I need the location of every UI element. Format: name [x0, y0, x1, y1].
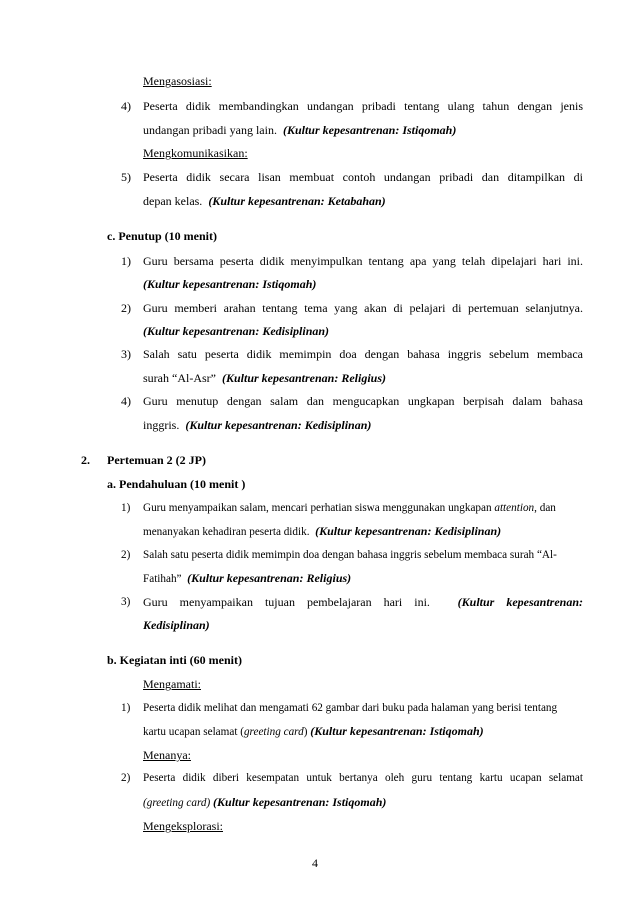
list-item-continuation: undangan pribadi yang lain. (Kultur kepesantrenan: Istiqomah) — [143, 123, 457, 137]
culture-tag: (Kultur kepesantrenan: Istiqomah) — [282, 123, 457, 137]
culture-tag: (Kultur kepesantrenan: Religius) — [187, 571, 352, 585]
label-mengkomunikasikan: Mengkomunikasikan: — [143, 146, 248, 160]
list-item: Guru menyampaikan tujuan pembelajaran hari ini. (Kultur kepesantrenan: — [143, 595, 583, 609]
culture-tag: Kedisiplinan) — [143, 618, 210, 632]
list-item: Peserta didik membandingkan undangan pribadi tentang ulang tahun dengan jenis — [143, 99, 583, 113]
list-item-continuation: menanyakan kehadiran peserta didik. (Kultur kepesantrenan: Kedisiplinan) — [143, 524, 502, 538]
culture-tag: (Kultur kepesantrenan: Istiqomah) — [310, 724, 484, 738]
culture-tag: (Kultur kepesantrenan: Kedisiplinan) — [315, 524, 502, 538]
list-item: Guru menyampaikan salam, mencari perhatian siswa menggunakan ungkapan attention, dan — [143, 502, 556, 514]
item-number: 1) — [121, 502, 131, 514]
page-number: 4 — [312, 856, 318, 870]
label-mengamati: Mengamati: — [143, 677, 201, 691]
list-item-continuation: depan kelas. (Kultur kepesantrenan: Ketabahan) — [143, 194, 386, 208]
label-mengasosiasi: Mengasosiasi: — [143, 74, 212, 88]
section-heading-kegiatan-inti: b. Kegiatan inti (60 menit) — [107, 653, 242, 667]
item-number: 4) — [121, 99, 131, 113]
list-item: Guru bersama peserta didik menyimpulkan tentang apa yang telah dipelajari hari ini. — [143, 254, 583, 268]
culture-tag: (Kultur kepesantrenan: Kedisiplinan) — [185, 418, 372, 432]
culture-tag: (Kultur kepesantrenan: Istiqomah) — [143, 277, 317, 291]
item-number: 5) — [121, 170, 131, 184]
item-number: 3) — [121, 347, 131, 361]
label-menanya: Menanya: — [143, 748, 191, 762]
label-mengeksplorasi: Mengeksplorasi: — [143, 819, 223, 833]
culture-tag: (Kultur kepesantrenan: Kedisiplinan) — [143, 324, 330, 338]
list-item: Peserta didik diberi kesempatan untuk bertanya oleh guru tentang kartu ucapan selamat — [143, 772, 583, 784]
list-item-continuation: Fatihah” (Kultur kepesantrenan: Religius) — [143, 571, 352, 585]
culture-tag: (Kultur kepesantrenan: Ketabahan) — [208, 194, 386, 208]
list-item: Peserta didik melihat dan mengamati 62 gambar dari buku pada halaman yang berisi tentang — [143, 702, 558, 714]
item-number: 4) — [121, 394, 131, 408]
list-item: Salah satu peserta didik memimpin doa dengan bahasa inggris sebelum membaca surah “Al- — [143, 549, 557, 561]
section-heading-penutup: c. Penutup (10 menit) — [107, 229, 217, 243]
culture-tag: (Kultur kepesantrenan: — [457, 595, 583, 609]
list-item: Salah satu peserta didik memimpin doa dengan bahasa inggris sebelum membaca — [143, 347, 583, 361]
section-heading-pertemuan-2: Pertemuan 2 (2 JP) — [107, 453, 206, 467]
item-number: 2) — [121, 549, 131, 561]
section-heading-pendahuluan: a. Pendahuluan (10 menit ) — [107, 477, 246, 491]
list-item-continuation: inggris. (Kultur kepesantrenan: Kedisiplinan) — [143, 418, 372, 432]
item-number: 2) — [121, 301, 131, 315]
list-item-continuation: (greeting card) (Kultur kepesantrenan: Istiqomah) — [143, 795, 387, 809]
item-number: 1) — [121, 702, 131, 714]
list-item: Peserta didik secara lisan membuat contoh undangan pribadi dan ditampilkan di — [143, 170, 583, 184]
item-number: 1) — [121, 254, 131, 268]
list-item-continuation: surah “Al-Asr” (Kultur kepesantrenan: Religius) — [143, 371, 387, 385]
list-item-continuation: kartu ucapan selamat (greeting card) (Kultur kepesantrenan: Istiqomah) — [143, 724, 484, 738]
item-number: 2) — [121, 772, 131, 784]
list-item: Guru menutup dengan salam dan mengucapkan ungkapan berpisah dalam bahasa — [143, 394, 583, 408]
list-item: Guru memberi arahan tentang tema yang akan di pelajari di pertemuan selanjutnya. — [143, 301, 583, 315]
culture-tag: (Kultur kepesantrenan: Religius) — [221, 371, 387, 385]
section-number: 2. — [81, 453, 90, 467]
culture-tag: (Kultur kepesantrenan: Istiqomah) — [213, 795, 387, 809]
item-number: 3) — [121, 596, 131, 608]
